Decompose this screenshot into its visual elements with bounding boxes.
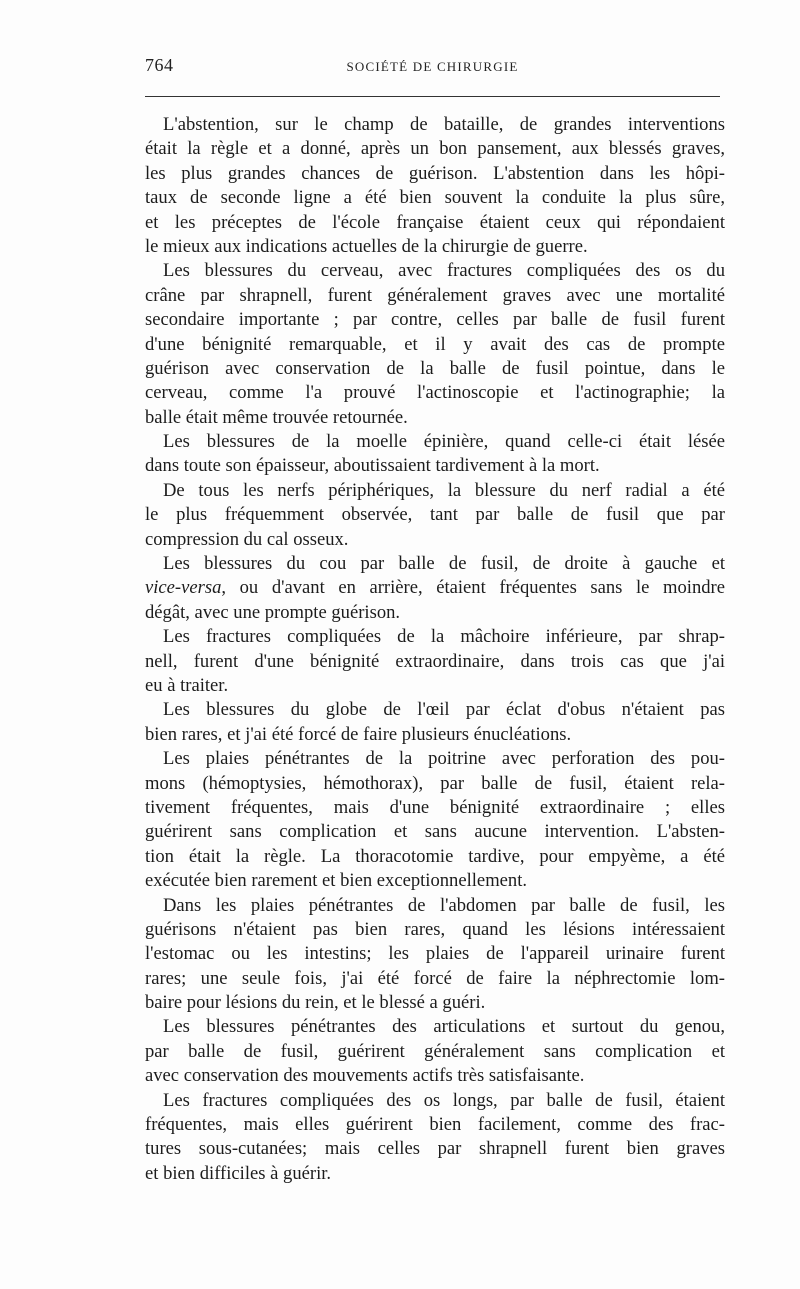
- paragraph: [145, 698, 725, 747]
- text-line: mons (hémoptysies, hémothorax), par balle de fusil, étaient rela-: [145, 772, 725, 794]
- text-line: Les blessures de la moelle épinière, quand celle-ci était lésée: [163, 431, 725, 453]
- text-line: avec conservation des mouvements actifs très satisfaisante.: [145, 1065, 585, 1087]
- italic-term: vice-versa: [145, 577, 222, 599]
- text-line: guérirent sans complication et sans aucune intervention. L'absten-: [145, 821, 725, 843]
- paragraph: [145, 1015, 725, 1088]
- text-line: était la règle et a donné, après un bon pansement, aux blessés graves,: [145, 138, 725, 160]
- paragraph: [145, 479, 725, 552]
- text-line: Les fractures compliquées de la mâchoire inférieure, par shrap-: [163, 626, 725, 648]
- text-line: tures sous-cutanées; mais celles par shrapnell furent bien graves: [145, 1138, 725, 1160]
- text-line: tion était la règle. La thoracotomie tardive, pour empyème, a été: [145, 845, 725, 867]
- paragraph: [145, 113, 725, 259]
- text-line: nell, furent d'une bénignité extraordinaire, dans trois cas que j'ai: [145, 650, 725, 672]
- page-header: [145, 55, 720, 83]
- text-line: L'abstention, sur le champ de bataille, de grandes interventions: [163, 114, 725, 135]
- text-line: crâne par shrapnell, furent généralement graves avec une mortalité: [145, 284, 725, 306]
- paragraph: [145, 552, 725, 625]
- text-line: le mieux aux indications actuelles de la chirurgie de guerre.: [145, 235, 588, 257]
- text-line: les plus grandes chances de guérison. L'abstention dans les hôpi-: [145, 162, 725, 184]
- paragraph: [145, 259, 725, 430]
- paragraph: [145, 625, 725, 698]
- header-rule: [145, 96, 720, 97]
- text-line: secondaire importante ; par contre, celles par balle de fusil furent: [145, 309, 725, 331]
- text-line: et bien difficiles à guérir.: [145, 1162, 332, 1184]
- text-line: baire pour lésions du rein, et le blessé a guéri.: [145, 992, 486, 1014]
- text-line: fréquentes, mais elles guérirent bien facilement, comme des frac-: [145, 1114, 725, 1136]
- text-line: Les blessures pénétrantes des articulations et surtout du genou,: [163, 1016, 725, 1038]
- text-line: Les blessures du cou par balle de fusil, de droite à gauche et: [163, 553, 725, 575]
- text-line: vice-versa, ou d'avant en arrière, étaient fréquentes sans le moindre: [145, 577, 725, 599]
- paragraph: [145, 430, 725, 479]
- page-number: 764: [145, 55, 174, 75]
- text-line: l'estomac ou les intestins; les plaies de l'appareil urinaire furent: [145, 943, 725, 965]
- running-head: SOCIÉTÉ DE CHIRURGIE: [346, 59, 519, 74]
- paragraph: [145, 1089, 725, 1187]
- text-line: eu à traiter.: [145, 674, 229, 696]
- paragraph: [145, 747, 725, 893]
- text-line: le plus fréquemment observée, tant par balle de fusil que par: [145, 504, 725, 526]
- text-line: et les préceptes de l'école française étaient ceux qui répondaient: [145, 211, 725, 233]
- text-line: cerveau, comme l'a prouvé l'actinoscopie et l'actinographie; la: [145, 382, 725, 404]
- text-line: Les blessures du cerveau, avec fractures compliquées des os du: [163, 260, 725, 282]
- text-line: taux de seconde ligne a été bien souvent la conduite la plus sûre,: [145, 187, 725, 209]
- text-line: d'une bénignité remarquable, et il y avait des cas de prompte: [145, 333, 725, 355]
- text-line: exécutée bien rarement et bien exceptionnellement.: [145, 870, 528, 892]
- text-line: par balle de fusil, guérirent généralement sans complication et: [145, 1040, 725, 1062]
- paragraph: [145, 894, 725, 1016]
- text-line: dégât, avec une prompte guérison.: [145, 601, 401, 623]
- text-line: compression du cal osseux.: [145, 528, 349, 550]
- text-line: tivement fréquentes, mais d'une bénignité extraordinaire ; elles: [145, 796, 725, 818]
- text-line: De tous les nerfs périphériques, la blessure du nerf radial a été: [163, 479, 725, 501]
- text-line: Les fractures compliquées des os longs, par balle de fusil, étaient: [163, 1089, 725, 1111]
- text-line: Les plaies pénétrantes de la poitrine avec perforation des pou-: [163, 748, 725, 770]
- text-line: guérison avec conservation de la balle de fusil pointue, dans le: [145, 357, 725, 379]
- text-line: Dans les plaies pénétrantes de l'abdomen par balle de fusil, les: [163, 894, 725, 916]
- text-line: rares; une seule fois, j'ai été forcé de faire la néphrectomie lom-: [145, 967, 725, 989]
- text-line: dans toute son épaisseur, aboutissaient tardivement à la mort.: [145, 455, 600, 477]
- text-line: bien rares, et j'ai été forcé de faire plusieurs énucléations.: [145, 723, 572, 745]
- text-line: balle était même trouvée retournée.: [145, 406, 408, 428]
- body-text: [145, 113, 725, 1186]
- text-line: guérisons n'étaient pas bien rares, quand les lésions intéressaient: [145, 918, 725, 940]
- text-line: Les blessures du globe de l'œil par éclat d'obus n'étaient pas: [163, 699, 725, 721]
